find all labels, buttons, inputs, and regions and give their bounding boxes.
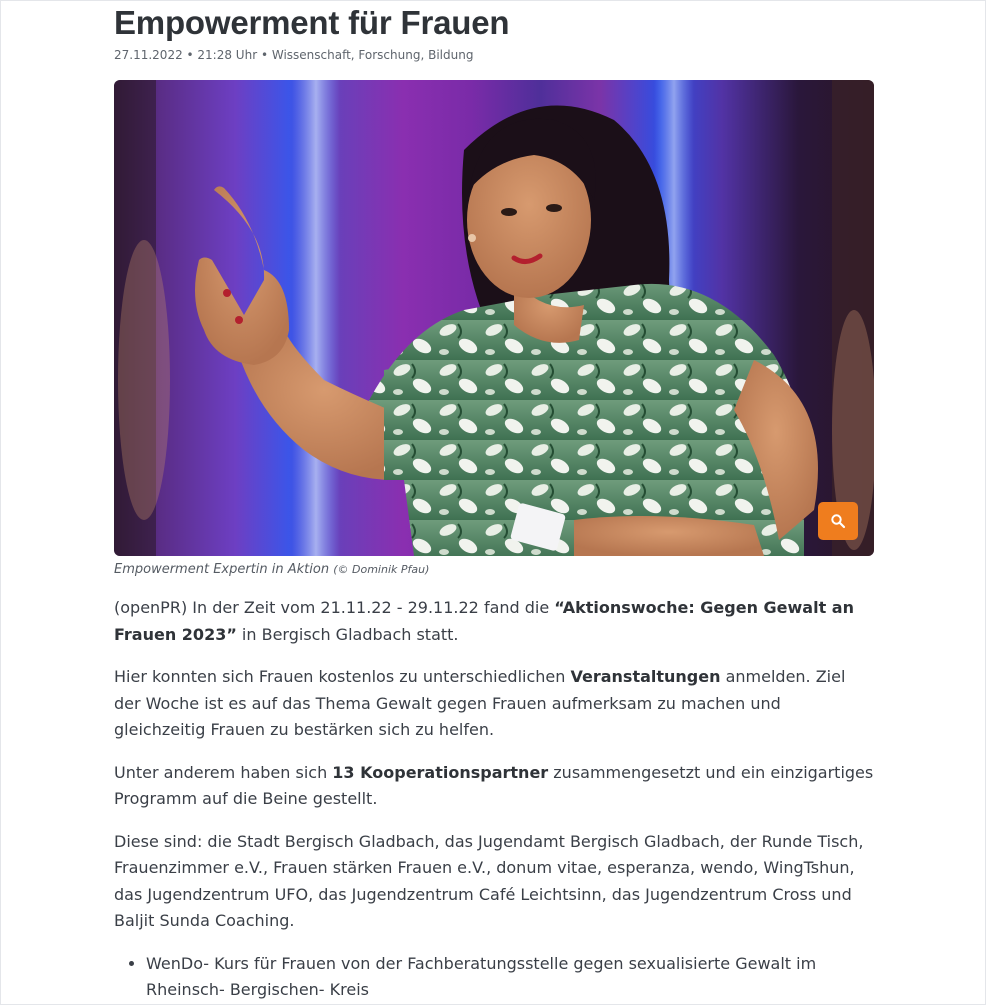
paragraph-text: Hier konnten sich Frauen kostenlos zu unterschiedlichen	[114, 667, 571, 686]
zoom-button[interactable]	[818, 502, 858, 540]
article-image[interactable]	[114, 80, 874, 556]
caption-text: Empowerment Expertin in Aktion	[114, 562, 330, 577]
paragraph-text: in Bergisch Gladbach statt.	[236, 624, 459, 644]
paragraph-text: (openPR) In der Zeit vom 21.11.22 - 29.11.22 fand die	[114, 598, 555, 617]
list-item: • WenDo- Kurs für Frauen von der Fachberatungsstelle gegen sexualisierte Gewalt im Rheinsch- Bergischen- Kreis	[146, 951, 874, 1004]
article-meta: 27.11.2022 • 21:28 Uhr • Wissenschaft, Forschung, Bildung	[114, 48, 474, 62]
paragraph-bold: “Aktionswoche: Gegen Gewalt an Frauen 2023”	[114, 598, 854, 644]
article	[114, 1, 874, 999]
caption-credit: (© Dominik Pfau)	[333, 563, 430, 576]
photo-stage-woman	[114, 80, 874, 556]
article-title: Empowerment für Frauen	[114, 4, 510, 41]
event-list	[114, 951, 874, 1004]
paragraph-text: anmelden. Ziel der Woche ist es auf das Thema Gewalt gegen Frauen aufmerksam zu machen und gleichzeitig Frauen zu bestärken sich zu helfen.	[114, 667, 846, 739]
paragraph-partners	[114, 760, 874, 813]
paragraph-text: zusammengesetzt und ein einzigartiges Programm auf die Beine gestellt.	[114, 762, 874, 808]
magnifier-icon	[830, 513, 846, 529]
paragraph-bold: Veranstaltungen	[570, 667, 721, 686]
paragraph-events	[114, 664, 874, 744]
image-caption	[114, 561, 874, 579]
paragraph-bold: 13 Kooperationspartner	[332, 762, 549, 782]
paragraph-partner-list: Diese sind: die Stadt Bergisch Gladbach, das Jugendamt Bergisch Gladbach, der Runde Tisch, Frauenzimmer e.V., Frauen stärken Frauen e.V., donum vitae, esperanza, wendo, WingTshun, das Jugendzentrum UFO, das Jugendzentrum Café Leichtsinn, das Jugendzentrum Cross und Baljit Sunda Coaching.	[114, 831, 864, 930]
article-body	[114, 595, 874, 1004]
paragraph-intro	[114, 595, 874, 648]
paragraph-text: Unter anderem haben sich	[114, 762, 333, 782]
